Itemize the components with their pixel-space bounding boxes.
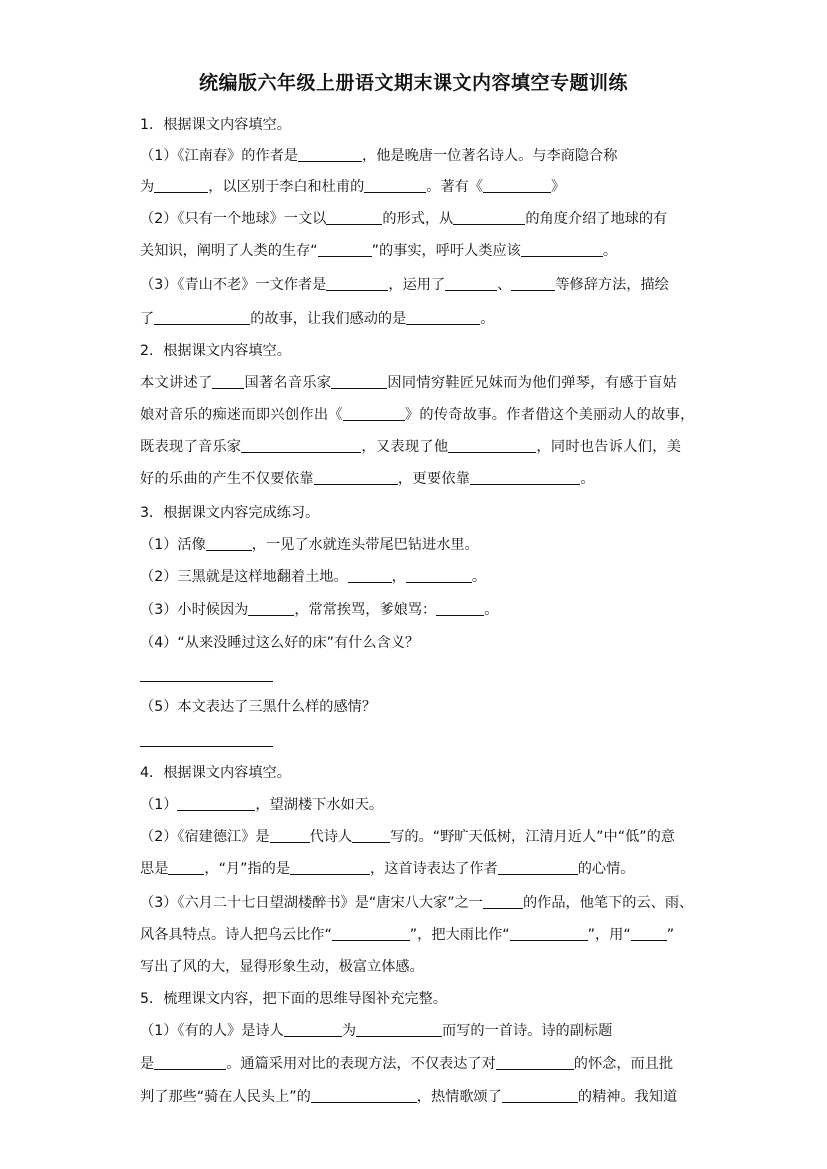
q1-line-3 bbox=[140, 209, 667, 229]
q4-line-3 bbox=[140, 859, 635, 879]
fill-blank[interactable] bbox=[631, 926, 667, 941]
text: （2）三黑就是这样地翻着土地。 bbox=[140, 569, 348, 585]
question-5-heading: 5．梳理课文内容，把下面的思维导图补充完整。 bbox=[140, 991, 447, 1007]
fill-blank[interactable] bbox=[470, 470, 580, 485]
text: ” bbox=[666, 927, 675, 943]
text: 既表现了音乐家 bbox=[140, 439, 242, 455]
q4-line-2 bbox=[140, 827, 675, 847]
text: （2）《只有一个地球》一文以 bbox=[140, 211, 327, 227]
answer-line[interactable] bbox=[140, 746, 273, 747]
fill-blank[interactable] bbox=[177, 796, 255, 811]
fill-blank[interactable] bbox=[510, 926, 588, 941]
text: 》的传奇故事。作者借这个美丽动人的故事， bbox=[404, 407, 695, 423]
fill-blank[interactable] bbox=[154, 178, 208, 193]
text: ，运用了 bbox=[388, 277, 446, 293]
text: 为 bbox=[140, 179, 155, 195]
text: （1） bbox=[140, 797, 178, 813]
q1-line-6 bbox=[140, 309, 494, 329]
text: ，同时也告诉人们，美 bbox=[536, 439, 682, 455]
fill-blank[interactable] bbox=[445, 276, 497, 291]
text: 的心情。 bbox=[577, 861, 635, 877]
text: 关知识，阐明了人类的生存“ bbox=[140, 243, 318, 259]
fill-blank[interactable] bbox=[314, 470, 398, 485]
q1-line-5 bbox=[140, 275, 669, 295]
text: ，更要依靠 bbox=[397, 471, 471, 487]
q3-line-1 bbox=[140, 535, 479, 555]
fill-blank[interactable] bbox=[298, 147, 362, 162]
text: 本文讲述了 bbox=[140, 375, 213, 391]
fill-blank[interactable] bbox=[154, 310, 250, 325]
q5-line-1 bbox=[140, 1021, 612, 1041]
text: 因同情穷鞋匠兄妹而为他们弹琴，有感于盲姑 bbox=[387, 375, 678, 391]
text: 思是 bbox=[140, 861, 169, 877]
text: ，一见了水就连头带尾巴钻进水里。 bbox=[251, 537, 479, 553]
text: （1）《江南春》的作者是 bbox=[140, 148, 298, 164]
text: 为 bbox=[341, 1023, 357, 1039]
text: （1）《有的人》是诗人 bbox=[140, 1023, 284, 1039]
text: 。 bbox=[471, 569, 487, 585]
text: ，以区别于李白和杜甫的 bbox=[208, 179, 365, 195]
text: （3）《青山不老》一文作者是 bbox=[140, 277, 327, 293]
text: 的故事，让我们感动的是 bbox=[250, 311, 407, 327]
text: ，热情歌颂了 bbox=[416, 1089, 502, 1105]
fill-blank[interactable] bbox=[496, 1055, 574, 1070]
fill-blank[interactable] bbox=[248, 601, 294, 616]
fill-blank[interactable] bbox=[154, 1055, 226, 1070]
text: 。 bbox=[484, 602, 499, 618]
fill-blank[interactable] bbox=[331, 374, 387, 389]
text: 的作品，他笔下的云、雨、 bbox=[522, 895, 694, 911]
question-3-heading: 3．根据课文内容完成练习。 bbox=[140, 505, 320, 521]
page-title: 统编版六年级上册语文期末课文内容填空专题训练 bbox=[198, 72, 628, 94]
fill-blank[interactable] bbox=[318, 242, 372, 257]
q2-line-1 bbox=[140, 373, 677, 393]
text: 。通篇采用对比的表现方法，不仅表达了对 bbox=[226, 1056, 496, 1072]
q3-line-3 bbox=[140, 600, 498, 620]
text: 好的乐曲的产生不仅要依靠 bbox=[140, 471, 314, 487]
q2-line-2 bbox=[140, 405, 695, 425]
fill-blank[interactable] bbox=[406, 568, 472, 583]
text: 判了那些“骑在人民头上”的 bbox=[140, 1089, 311, 1105]
text: 写的。“野旷天低树，江清月近人”中“低”的意 bbox=[390, 829, 675, 845]
fill-blank[interactable] bbox=[212, 374, 244, 389]
text: ，又表现了他 bbox=[361, 439, 449, 455]
q5-line-2 bbox=[140, 1054, 673, 1074]
fill-blank[interactable] bbox=[364, 178, 426, 193]
q1-line-4 bbox=[140, 241, 617, 261]
fill-blank[interactable] bbox=[241, 438, 361, 453]
text: 是 bbox=[140, 1056, 155, 1072]
fill-blank[interactable] bbox=[436, 601, 484, 616]
text: ，常常挨骂，爹娘骂： bbox=[294, 602, 437, 618]
text: 的精神。我知道 bbox=[577, 1089, 678, 1105]
fill-blank[interactable] bbox=[270, 828, 310, 843]
text: ，望湖楼下水如天。 bbox=[255, 797, 384, 813]
text: 风各具特点。诗人把乌云比作“ bbox=[140, 927, 332, 943]
text: ”，用“ bbox=[587, 927, 631, 943]
text: ”的事实，呼吁人类应该 bbox=[371, 243, 521, 259]
text: （3）《六月二十七日望湖楼醉书》是“唐宋八大家”之一 bbox=[140, 895, 483, 911]
fill-blank[interactable] bbox=[356, 1022, 442, 1037]
question-1-heading: 1．根据课文内容填空。 bbox=[140, 117, 291, 133]
fill-blank[interactable] bbox=[511, 276, 555, 291]
text: 国著名音乐家 bbox=[244, 375, 332, 391]
fill-blank[interactable] bbox=[521, 242, 603, 257]
q2-line-4 bbox=[140, 469, 595, 489]
text: （1）活像 bbox=[140, 537, 206, 553]
q3-line-5: （5）本文表达了三黑什么样的感情？ bbox=[140, 699, 377, 715]
fill-blank[interactable] bbox=[406, 310, 480, 325]
fill-blank[interactable] bbox=[284, 1022, 342, 1037]
q4-line-1 bbox=[140, 795, 383, 815]
text: 的形式，从 bbox=[382, 211, 454, 227]
text: 。 bbox=[602, 243, 618, 259]
text: 代诗人 bbox=[309, 829, 353, 845]
fill-blank[interactable] bbox=[326, 276, 388, 291]
text: 。 bbox=[480, 311, 495, 327]
fill-blank[interactable] bbox=[332, 926, 410, 941]
fill-blank[interactable] bbox=[343, 406, 405, 421]
q5-line-3 bbox=[140, 1087, 677, 1107]
text: ， bbox=[391, 569, 406, 585]
text: ，他是晚唐一位著名诗人。与李商隐合称 bbox=[362, 148, 618, 164]
answer-line[interactable] bbox=[140, 681, 273, 682]
fill-blank[interactable] bbox=[348, 568, 392, 583]
text: 、 bbox=[497, 277, 512, 293]
q1-line-1 bbox=[140, 146, 617, 166]
text: ，这首诗表达了作者 bbox=[370, 861, 498, 877]
fill-blank[interactable] bbox=[290, 860, 370, 875]
text: 了 bbox=[140, 311, 155, 327]
fill-blank[interactable] bbox=[453, 210, 525, 225]
text: ，“月”指的是 bbox=[204, 861, 291, 877]
text: 。 bbox=[580, 471, 595, 487]
text: 。著有《 bbox=[426, 179, 484, 195]
fill-blank[interactable] bbox=[483, 894, 523, 909]
text: 》 bbox=[551, 179, 566, 195]
q3-line-2 bbox=[140, 567, 486, 587]
fill-blank[interactable] bbox=[448, 438, 536, 453]
q4-line-4 bbox=[140, 893, 693, 913]
q2-line-3 bbox=[140, 437, 681, 457]
fill-blank[interactable] bbox=[502, 1088, 578, 1103]
fill-blank[interactable] bbox=[352, 828, 390, 843]
question-4-heading: 4．根据课文内容填空。 bbox=[140, 765, 291, 781]
fill-blank[interactable] bbox=[483, 178, 551, 193]
q3-line-4: （4）“从来没睡过这么好的床”有什么含义？ bbox=[140, 635, 420, 651]
text: 的角度介绍了地球的有 bbox=[525, 211, 668, 227]
fill-blank[interactable] bbox=[206, 536, 252, 551]
fill-blank[interactable] bbox=[311, 1088, 417, 1103]
fill-blank[interactable] bbox=[498, 860, 578, 875]
fill-blank[interactable] bbox=[326, 210, 382, 225]
fill-blank[interactable] bbox=[168, 860, 204, 875]
q4-line-5 bbox=[140, 925, 674, 945]
q1-line-2 bbox=[140, 177, 565, 197]
text: ”，把大雨比作“ bbox=[409, 927, 510, 943]
text: 而写的一首诗。诗的副标题 bbox=[442, 1023, 613, 1039]
text: （2）《宿建德江》是 bbox=[140, 829, 270, 845]
text: 的怀念，而且批 bbox=[573, 1056, 674, 1072]
question-2-heading: 2．根据课文内容填空。 bbox=[140, 343, 291, 359]
text: 等修辞方法，描绘 bbox=[555, 277, 669, 293]
q4-line-6: 写出了风的大，显得形象生动，极富立体感。 bbox=[140, 959, 424, 975]
text: （3）小时候因为 bbox=[140, 602, 249, 618]
text: 娘对音乐的痴迷而即兴创作出《 bbox=[140, 407, 343, 423]
